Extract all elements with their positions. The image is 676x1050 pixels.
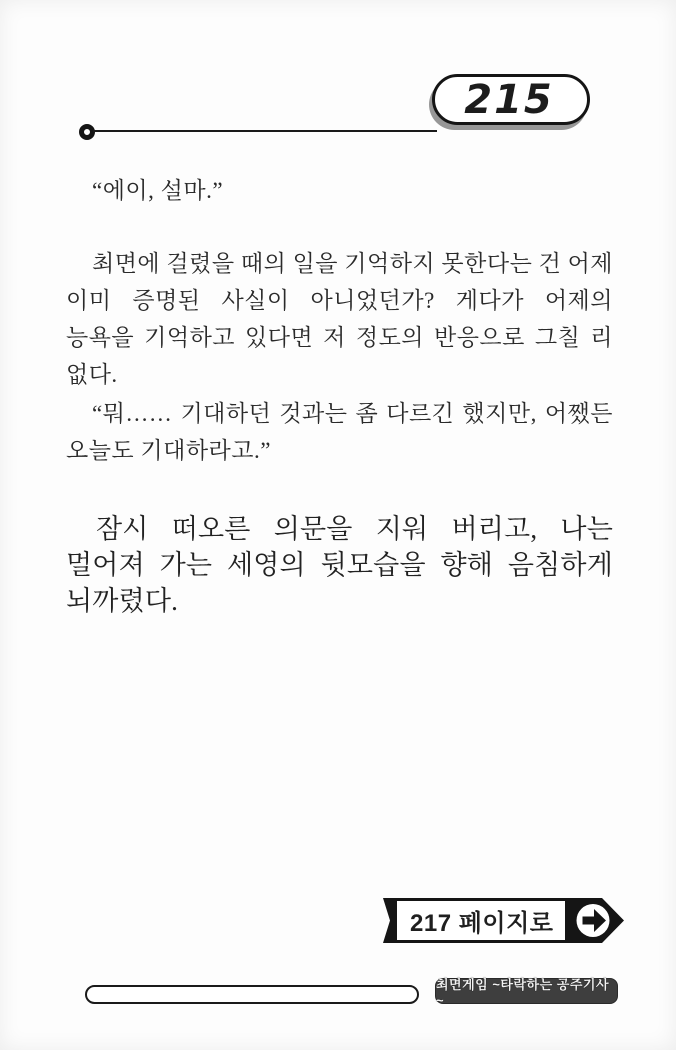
- paragraph-narration-2: 잠시 떠오른 의문을 지워 버리고, 나는 멀어져 가는 세영의 뒷모습을 향해 음침하게 뇌까렸다.: [66, 514, 613, 616]
- header-rule: [93, 130, 437, 132]
- page-number-badge: [432, 74, 590, 125]
- ribbon-notch-icon: [383, 898, 394, 943]
- goto-page-label: 217 페이지로: [394, 898, 568, 943]
- series-title-badge: 최면게임 ~타락하는 공주기사~: [435, 978, 618, 1004]
- header-dot-icon: [79, 124, 95, 140]
- page-number: 215: [464, 76, 554, 123]
- paragraph-dialogue-1: “에이, 설마.”: [92, 178, 224, 203]
- paragraph-narration-1: 최면에 걸렸을 때의 일을 기억하지 못한다는 건 어제 이미 증명된 사실이 아니었던가? 게다가 어제의 능욕을 기억하고 있다면 저 정도의 반응으로 그칠 리 없다.: [66, 251, 613, 387]
- paragraph-dialogue-2: “뭐…… 기대하던 것과는 좀 다르긴 했지만, 어쨌든 오늘도 기대하라고.”: [66, 401, 613, 463]
- footer-placeholder-pill: [85, 985, 419, 1004]
- goto-page-217-button[interactable]: [383, 898, 624, 943]
- right-arrow-icon: [568, 898, 624, 943]
